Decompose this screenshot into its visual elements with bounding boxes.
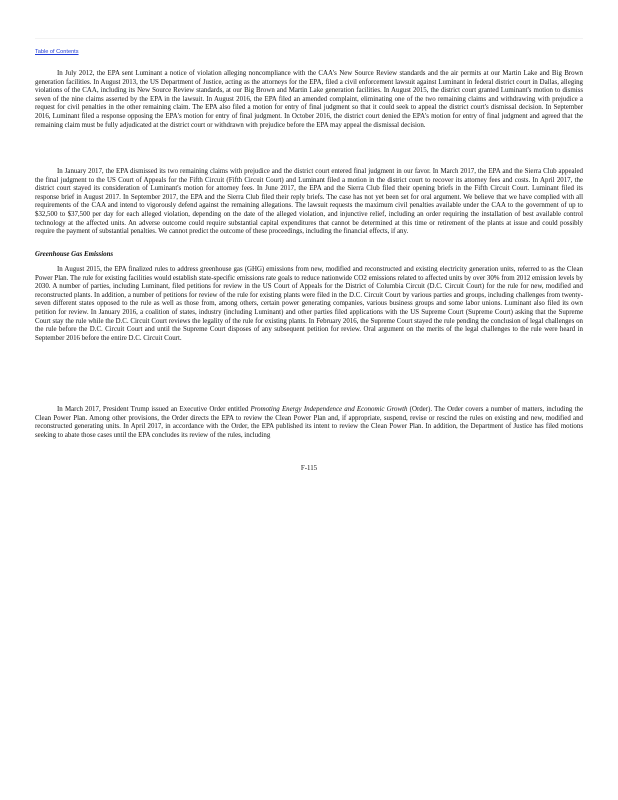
section-heading-greenhouse-gas: Greenhouse Gas Emissions: [35, 251, 114, 258]
paragraph-dismissal-appeal: In January 2017, the EPA dismissed its two remaining claims with prejudice and the district court entered final judgment in our favor. In March 2017, the EPA and the Sierra Club appealed the final judgment to the US Court of Appeals for the Fifth Circuit (Fifth Circuit Court) and Luminant filed a motion in the district court to recover its attorney fees and costs. In April 2017, the district court stayed its consideration of Luminant's motion for attorney fees. In June 2017, the EPA and the Sierra Club filed their opening briefs in the Fifth Circuit Court. Luminant filed its response brief in August 2017. In September 2017, the EPA and the Sierra Club filed their reply briefs. The case has not yet been set for oral argument. We believe that we have complied with all requirements of the CAA and intend to vigorously defend against the remaining allegations. The lawsuit requests the maximum civil penalties available under the CAA to the government of up to $32,500 to $37,500 per day for each alleged violation, depending on the date of the alleged violation, and injunctive relief, including an order requiring the installation of best available control technology at the affected units. An adverse outcome could require substantial capital expenditures that cannot be determined at this time or retirement of the plants at issue and could possibly require the payment of substantial penalties. We cannot predict the outcome of these proceedings, including the financial effects, if any.: [35, 168, 583, 236]
executive-order-intro: In March 2017, President Trump issued an Executive Order entitled: [57, 406, 251, 413]
executive-order-title: Promoting Energy Independence and Economic Growth: [250, 406, 408, 413]
top-divider: [35, 38, 583, 39]
executive-order-body: (Order). The Order covers a number of matters, including the Clean Power Plan. Among other provisions, the Order directs the EPA to review the Clean Power Plan and, if appropriate, suspend, revise or rescind the rules on existing and new, modified and reconstructed generating units. In April 2017, in accordance with the Order, the EPA published its intent to review the Clean Power Plan. In addition, the Department of Justice has filed motions seeking to abate those cases until the EPA concludes its review of the rules, including: [35, 406, 584, 439]
page-number: F-115: [300, 465, 318, 472]
paragraph-executive-order: [35, 406, 583, 440]
paragraph-notice-of-violation: In July 2012, the EPA sent Luminant a notice of violation alleging noncompliance with the CAA's New Source Review standards and the air permits at our Martin Lake and Big Brown generation facilities. In August 2013, the US Department of Justice, acting as the attorneys for the EPA, filed a civil enforcement lawsuit against Luminant in federal district court in Dallas, alleging violations of the CAA, including its New Source Review standards, at our Big Brown and Martin Lake generation facilities. In August 2015, the district court granted Luminant's motion to dismiss seven of the nine claims asserted by the EPA in the lawsuit. In August 2016, the EPA filed an amended complaint, eliminating one of the two remaining claims and withdrawing with prejudice a request for civil penalties in the other remaining claim. The EPA also filed a motion for entry of final judgment so that it could seek to appeal the district court's dismissal decision. In September 2016, Luminant filed a response opposing the EPA's motion for entry of final judgment. In October 2016, the district court denied the EPA's motion for entry of final judgment and agreed that the remaining claim must be fully adjudicated at the district court or withdrawn with prejudice before the EPA may appeal the dismissal decision.: [35, 70, 583, 129]
paragraph-clean-power-plan: In August 2015, the EPA finalized rules to address greenhouse gas (GHG) emissions from new, modified and reconstructed and existing electricity generation units, referred to as the Clean Power Plan. The rule for existing facilities would establish state-specific emissions rate goals to reduce nationwide CO2 emissions related to affected units by over 30% from 2012 emission levels by 2030. A number of parties, including Luminant, filed petitions for review in the US Court of Appeals for the District of Columbia Circuit (D.C. Circuit Court) for the rule for new, modified and reconstructed plants. In addition, a number of petitions for review of the rule for existing plants were filed in the D.C. Circuit Court by various parties and groups, including challenges from twenty-seven different states opposed to the rule as well as those from, among others, certain power generating companies, various business groups and some labor unions. Luminant also filed its own petition for review. In January 2016, a coalition of states, industry (including Luminant) and other parties filed applications with the US Supreme Court (Supreme Court) asking that the Supreme Court stay the rule while the D.C. Circuit Court reviews the legality of the rule for existing plants. In February 2016, the Supreme Court stayed the rule pending the conclusion of legal challenges on the rule before the D.C. Circuit Court and until the Supreme Court disposes of any subsequent petition for review. Oral argument on the merits of the legal challenges to the rule were heard in September 2016 before the entire D.C. Circuit Court.: [35, 266, 583, 342]
table-of-contents-link[interactable]: Table of Contents: [35, 49, 79, 55]
